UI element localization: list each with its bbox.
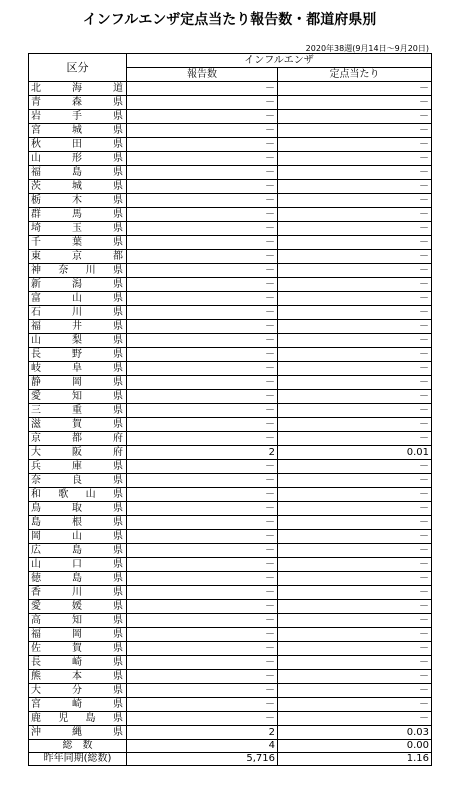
prefecture-name: 福 島 県	[31, 167, 123, 178]
reports-cell: －	[127, 474, 278, 488]
per-sentinel-cell: －	[278, 222, 432, 236]
reports-cell: －	[127, 138, 278, 152]
table-body	[29, 82, 432, 740]
per-sentinel-cell: －	[278, 712, 432, 726]
reports-cell: －	[127, 250, 278, 264]
prefecture-name: 宮 崎 県	[31, 699, 123, 710]
per-sentinel-cell: －	[278, 250, 432, 264]
prefecture-name: 広 島 県	[31, 545, 123, 556]
per-sentinel-cell: －	[278, 670, 432, 684]
prefecture-cell	[29, 306, 127, 320]
prefecture-cell	[29, 166, 127, 180]
per-sentinel-column-header: 定点当たり	[278, 68, 432, 82]
table-row	[29, 628, 432, 642]
per-sentinel-cell: －	[278, 516, 432, 530]
per-sentinel-cell: －	[278, 404, 432, 418]
prefecture-cell	[29, 376, 127, 390]
reports-cell: －	[127, 698, 278, 712]
reports-cell: －	[127, 110, 278, 124]
table-row	[29, 572, 432, 586]
per-sentinel-cell: －	[278, 96, 432, 110]
reports-cell: －	[127, 96, 278, 110]
prefecture-name: 和 歌 山 県	[31, 489, 123, 500]
table-row	[29, 348, 432, 362]
prefecture-cell	[29, 712, 127, 726]
prefecture-cell	[29, 600, 127, 614]
table-row	[29, 152, 432, 166]
reports-cell: －	[127, 642, 278, 656]
prefecture-name: 静 岡 県	[31, 377, 123, 388]
reports-cell: －	[127, 348, 278, 362]
table-row	[29, 404, 432, 418]
per-sentinel-cell: －	[278, 348, 432, 362]
prefecture-cell	[29, 292, 127, 306]
prefecture-name: 埼 玉 県	[31, 223, 123, 234]
prev-year-row	[29, 753, 432, 766]
prefecture-name: 青 森 県	[31, 97, 123, 108]
reports-cell: －	[127, 208, 278, 222]
per-sentinel-cell: －	[278, 110, 432, 124]
per-sentinel-cell: －	[278, 600, 432, 614]
prefecture-cell	[29, 110, 127, 124]
prefecture-cell	[29, 348, 127, 362]
reports-cell: －	[127, 614, 278, 628]
prefecture-cell	[29, 488, 127, 502]
table-row	[29, 222, 432, 236]
reports-cell: －	[127, 712, 278, 726]
table-row	[29, 82, 432, 96]
prefecture-cell	[29, 446, 127, 460]
table-row	[29, 502, 432, 516]
table-row	[29, 726, 432, 740]
table-row	[29, 670, 432, 684]
reports-cell: －	[127, 180, 278, 194]
reports-cell: －	[127, 194, 278, 208]
reports-cell: －	[127, 292, 278, 306]
per-sentinel-cell: －	[278, 264, 432, 278]
reports-cell: －	[127, 222, 278, 236]
per-sentinel-cell: －	[278, 334, 432, 348]
per-sentinel-cell: －	[278, 656, 432, 670]
prefecture-name: 滋 賀 県	[31, 419, 123, 430]
per-sentinel-cell: －	[278, 166, 432, 180]
prev-year-per-sentinel: 1.16	[278, 753, 432, 766]
reports-cell: －	[127, 362, 278, 376]
table-row	[29, 124, 432, 138]
table-row	[29, 236, 432, 250]
prefecture-name: 神 奈 川 県	[31, 265, 123, 276]
table-row	[29, 446, 432, 460]
page-title: インフルエンザ定点当たり報告数・都道府県別	[82, 12, 377, 28]
table-row	[29, 656, 432, 670]
prefecture-name: 徳 島 県	[31, 573, 123, 584]
per-sentinel-cell: －	[278, 460, 432, 474]
reports-cell: －	[127, 376, 278, 390]
prefecture-cell	[29, 432, 127, 446]
prefecture-name: 福 岡 県	[31, 629, 123, 640]
reports-cell: 2	[127, 726, 278, 740]
per-sentinel-cell: －	[278, 320, 432, 334]
prefecture-cell	[29, 544, 127, 558]
prefecture-name: 兵 庫 県	[31, 461, 123, 472]
per-sentinel-cell: －	[278, 544, 432, 558]
prefecture-name: 山 梨 県	[31, 335, 123, 346]
prefecture-name: 栃 木 県	[31, 195, 123, 206]
prefecture-name: 岐 阜 県	[31, 363, 123, 374]
table-row	[29, 320, 432, 334]
prefecture-name: 大 阪 府	[31, 447, 123, 458]
prefecture-name: 新 潟 県	[31, 279, 123, 290]
table-row	[29, 712, 432, 726]
table-row	[29, 544, 432, 558]
per-sentinel-cell: －	[278, 390, 432, 404]
influenza-group-header: インフルエンザ	[127, 54, 432, 68]
prefecture-name: 群 馬 県	[31, 209, 123, 220]
per-sentinel-cell: －	[278, 278, 432, 292]
per-sentinel-cell: －	[278, 152, 432, 166]
prefecture-cell	[29, 82, 127, 96]
reports-cell: －	[127, 404, 278, 418]
prefecture-name: 京 都 府	[31, 433, 123, 444]
table-row	[29, 264, 432, 278]
reports-cell: －	[127, 334, 278, 348]
prefecture-name: 長 野 県	[31, 349, 123, 360]
table-row	[29, 432, 432, 446]
table-row	[29, 642, 432, 656]
per-sentinel-cell: －	[278, 698, 432, 712]
table-row	[29, 278, 432, 292]
reports-cell: －	[127, 684, 278, 698]
reports-cell: －	[127, 432, 278, 446]
prefecture-cell	[29, 516, 127, 530]
per-sentinel-cell: －	[278, 642, 432, 656]
total-per-sentinel: 0.00	[278, 740, 432, 753]
prefecture-name: 沖 縄 県	[31, 727, 123, 738]
per-sentinel-cell: －	[278, 236, 432, 250]
prefecture-name: 高 知 県	[31, 615, 123, 626]
report-period: 2020年38週(9月14日～9月20日)	[305, 44, 429, 53]
prefecture-cell	[29, 656, 127, 670]
per-sentinel-cell: －	[278, 138, 432, 152]
reports-cell: －	[127, 628, 278, 642]
prefecture-name: 愛 知 県	[31, 391, 123, 402]
per-sentinel-cell: －	[278, 180, 432, 194]
table-row	[29, 180, 432, 194]
reports-cell: －	[127, 152, 278, 166]
prefecture-name: 岩 手 県	[31, 111, 123, 122]
prefecture-name: 茨 城 県	[31, 181, 123, 192]
per-sentinel-cell: －	[278, 488, 432, 502]
reports-cell: －	[127, 278, 278, 292]
per-sentinel-cell: －	[278, 306, 432, 320]
influenza-table	[28, 53, 432, 766]
reports-cell: －	[127, 530, 278, 544]
prefecture-cell	[29, 460, 127, 474]
reports-cell: －	[127, 264, 278, 278]
kubun-header: 区分	[29, 54, 127, 82]
prefecture-name: 千 葉 県	[31, 237, 123, 248]
per-sentinel-cell: －	[278, 124, 432, 138]
reports-cell: －	[127, 390, 278, 404]
reports-cell: －	[127, 306, 278, 320]
per-sentinel-cell: －	[278, 614, 432, 628]
prefecture-cell	[29, 250, 127, 264]
per-sentinel-cell: －	[278, 502, 432, 516]
prefecture-cell	[29, 558, 127, 572]
table-row	[29, 194, 432, 208]
prefecture-cell	[29, 572, 127, 586]
prefecture-cell	[29, 684, 127, 698]
per-sentinel-cell: －	[278, 530, 432, 544]
table-row	[29, 390, 432, 404]
per-sentinel-cell: －	[278, 684, 432, 698]
reports-cell: －	[127, 320, 278, 334]
per-sentinel-cell: －	[278, 432, 432, 446]
table-row	[29, 138, 432, 152]
per-sentinel-cell: －	[278, 572, 432, 586]
reports-cell: 2	[127, 446, 278, 460]
table-row	[29, 418, 432, 432]
per-sentinel-cell: －	[278, 376, 432, 390]
prefecture-cell	[29, 726, 127, 740]
per-sentinel-cell: －	[278, 586, 432, 600]
reports-cell: －	[127, 236, 278, 250]
prefecture-cell	[29, 208, 127, 222]
per-sentinel-cell: 0.01	[278, 446, 432, 460]
prefecture-name: 香 川 県	[31, 587, 123, 598]
reports-cell: －	[127, 502, 278, 516]
per-sentinel-cell: －	[278, 418, 432, 432]
reports-column-header: 報告数	[127, 68, 278, 82]
table-row	[29, 516, 432, 530]
prefecture-cell	[29, 222, 127, 236]
prefecture-name: 佐 賀 県	[31, 643, 123, 654]
table-row	[29, 488, 432, 502]
prefecture-cell	[29, 628, 127, 642]
per-sentinel-cell: －	[278, 558, 432, 572]
reports-cell: －	[127, 572, 278, 586]
table-row	[29, 362, 432, 376]
reports-cell: －	[127, 600, 278, 614]
table-row	[29, 600, 432, 614]
table-row	[29, 306, 432, 320]
reports-cell: －	[127, 82, 278, 96]
prefecture-cell	[29, 586, 127, 600]
reports-cell: －	[127, 558, 278, 572]
prefecture-cell	[29, 138, 127, 152]
table-row	[29, 474, 432, 488]
prefecture-cell	[29, 152, 127, 166]
reports-cell: －	[127, 124, 278, 138]
table-row	[29, 208, 432, 222]
prefecture-name: 富 山 県	[31, 293, 123, 304]
table-row	[29, 96, 432, 110]
prefecture-name: 宮 城 県	[31, 125, 123, 136]
per-sentinel-cell: －	[278, 628, 432, 642]
prefecture-name: 大 分 県	[31, 685, 123, 696]
prefecture-cell	[29, 278, 127, 292]
reports-cell: －	[127, 516, 278, 530]
reports-cell: －	[127, 656, 278, 670]
table-row	[29, 460, 432, 474]
prefecture-name: 熊 本 県	[31, 671, 123, 682]
prefecture-cell	[29, 404, 127, 418]
prefecture-cell	[29, 698, 127, 712]
prefecture-cell	[29, 320, 127, 334]
table-row	[29, 586, 432, 600]
prefecture-name: 長 崎 県	[31, 657, 123, 668]
prefecture-cell	[29, 264, 127, 278]
total-label: 総 数	[29, 740, 127, 753]
reports-cell: －	[127, 544, 278, 558]
per-sentinel-cell: －	[278, 208, 432, 222]
prefecture-cell	[29, 96, 127, 110]
table-row	[29, 334, 432, 348]
table-row	[29, 530, 432, 544]
prefecture-cell	[29, 362, 127, 376]
prefecture-cell	[29, 614, 127, 628]
reports-cell: －	[127, 460, 278, 474]
reports-cell: －	[127, 670, 278, 684]
table-row	[29, 110, 432, 124]
table-row	[29, 558, 432, 572]
prefecture-name: 秋 田 県	[31, 139, 123, 150]
prefecture-cell	[29, 124, 127, 138]
prefecture-name: 東 京 都	[31, 251, 123, 262]
prefecture-cell	[29, 390, 127, 404]
table-row	[29, 376, 432, 390]
prefecture-name: 鳥 取 県	[31, 503, 123, 514]
reports-cell: －	[127, 418, 278, 432]
prefecture-cell	[29, 642, 127, 656]
per-sentinel-cell: －	[278, 292, 432, 306]
prefecture-name: 山 形 県	[31, 153, 123, 164]
prefecture-name: 三 重 県	[31, 405, 123, 416]
prefecture-name: 石 川 県	[31, 307, 123, 318]
per-sentinel-cell: －	[278, 474, 432, 488]
prefecture-cell	[29, 418, 127, 432]
reports-cell: －	[127, 166, 278, 180]
table-row	[29, 292, 432, 306]
prefecture-cell	[29, 236, 127, 250]
prefecture-cell	[29, 180, 127, 194]
table-row	[29, 250, 432, 264]
prefecture-name: 福 井 県	[31, 321, 123, 332]
per-sentinel-cell: －	[278, 82, 432, 96]
prefecture-name: 北 海 道	[31, 83, 123, 94]
total-row	[29, 740, 432, 753]
prefecture-name: 山 口 県	[31, 559, 123, 570]
total-reports: 4	[127, 740, 278, 753]
prefecture-name: 奈 良 県	[31, 475, 123, 486]
prev-year-label: 昨年同期(総数)	[29, 753, 127, 766]
prefecture-cell	[29, 334, 127, 348]
prev-year-reports: 5,716	[127, 753, 278, 766]
prefecture-name: 島 根 県	[31, 517, 123, 528]
reports-cell: －	[127, 488, 278, 502]
table-row	[29, 684, 432, 698]
prefecture-cell	[29, 194, 127, 208]
per-sentinel-cell: －	[278, 194, 432, 208]
prefecture-cell	[29, 502, 127, 516]
prefecture-cell	[29, 530, 127, 544]
table-row	[29, 166, 432, 180]
prefecture-name: 愛 媛 県	[31, 601, 123, 612]
prefecture-cell	[29, 474, 127, 488]
prefecture-name: 鹿 児 島 県	[31, 713, 123, 724]
table-row	[29, 614, 432, 628]
prefecture-name: 岡 山 県	[31, 531, 123, 542]
prefecture-cell	[29, 670, 127, 684]
table-row	[29, 698, 432, 712]
per-sentinel-cell: －	[278, 362, 432, 376]
reports-cell: －	[127, 586, 278, 600]
per-sentinel-cell: 0.03	[278, 726, 432, 740]
